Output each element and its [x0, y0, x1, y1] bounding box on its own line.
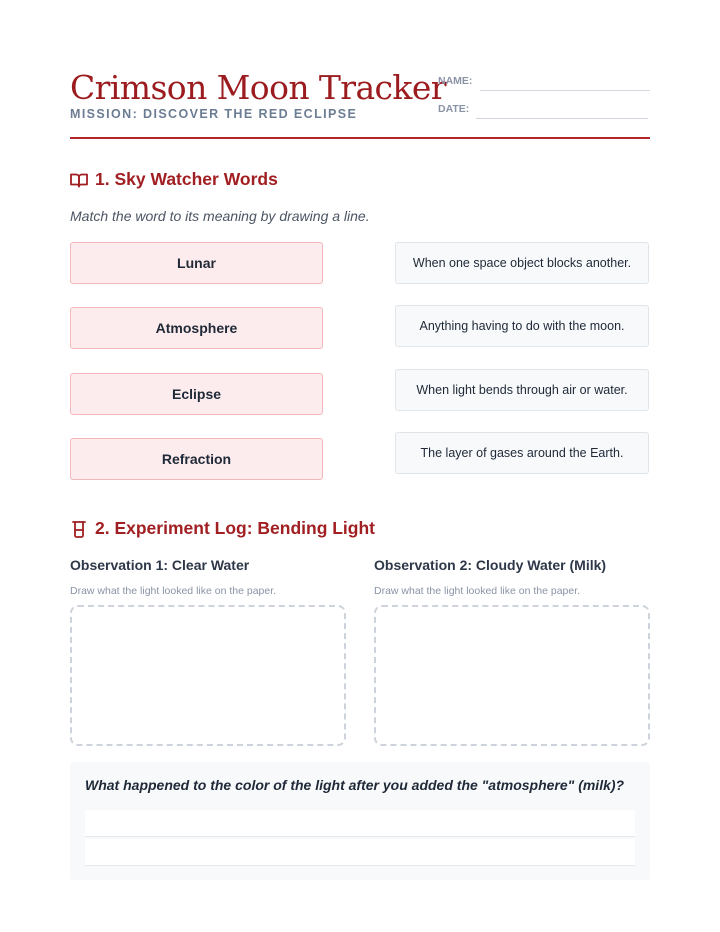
- reflection-question: What happened to the color of the light after you added the "atmosphere" (milk)?: [85, 777, 625, 793]
- reflection-question-box: [70, 762, 650, 880]
- definition-card-3[interactable]: When light bends through air or water.: [395, 369, 649, 411]
- definition-card-1[interactable]: When one space object blocks another.: [395, 242, 649, 284]
- answer-line-2[interactable]: [85, 839, 635, 866]
- observation-1-title: Observation 1: Clear Water: [70, 557, 250, 573]
- word-card-refraction[interactable]: Refraction: [70, 438, 323, 480]
- answer-line-1[interactable]: [85, 810, 635, 837]
- instruction-text: Match the word to its meaning by drawing a line.: [70, 208, 370, 224]
- observation-2-hint: Draw what the light looked like on the paper.: [374, 585, 581, 597]
- date-field[interactable]: [476, 118, 648, 119]
- definition-card-2[interactable]: Anything having to do with the moon.: [395, 305, 649, 347]
- page-subtitle: MISSION: DISCOVER THE RED ECLIPSE: [70, 107, 358, 121]
- beaker-icon: [70, 520, 90, 538]
- word-card-eclipse[interactable]: Eclipse: [70, 373, 323, 415]
- observation-1-hint: Draw what the light looked like on the paper.: [70, 585, 277, 597]
- name-label: NAME:: [438, 75, 473, 87]
- word-card-lunar[interactable]: Lunar: [70, 242, 323, 284]
- observation-2-title: Observation 2: Cloudy Water (Milk): [374, 557, 607, 573]
- word-card-atmosphere[interactable]: Atmosphere: [70, 307, 323, 349]
- definition-card-4[interactable]: The layer of gases around the Earth.: [395, 432, 649, 474]
- open-book-icon: [70, 171, 90, 189]
- section-2-title: 2. Experiment Log: Bending Light: [95, 518, 375, 538]
- header-divider: [70, 137, 650, 139]
- observation-1-drawing-area[interactable]: [70, 605, 346, 746]
- worksheet-page: [70, 0, 650, 932]
- section-1-title: 1. Sky Watcher Words: [95, 169, 278, 189]
- section-2-heading: [70, 518, 375, 539]
- date-label: DATE:: [438, 103, 470, 115]
- section-1-heading: [70, 169, 278, 190]
- page-title: Crimson Moon Tracker: [70, 68, 446, 107]
- name-field[interactable]: [480, 90, 650, 91]
- observation-2-drawing-area[interactable]: [374, 605, 650, 746]
